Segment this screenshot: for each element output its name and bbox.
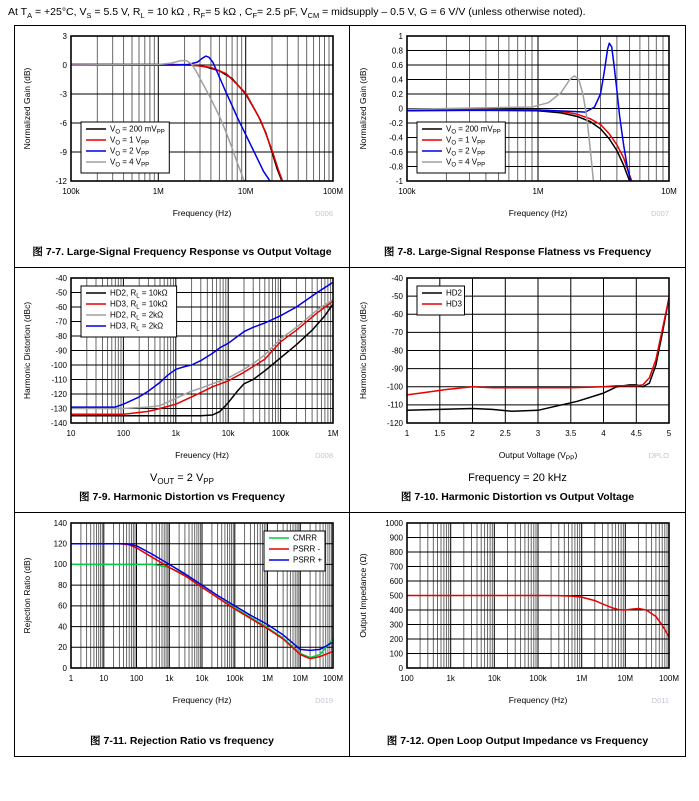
svg-text:1M: 1M xyxy=(575,674,587,684)
svg-text:-0.6: -0.6 xyxy=(388,148,403,158)
svg-text:100M: 100M xyxy=(658,674,679,684)
svg-text:400: 400 xyxy=(389,606,403,616)
svg-text:D008: D008 xyxy=(315,451,333,461)
svg-text:100k: 100k xyxy=(226,674,244,684)
svg-text:10: 10 xyxy=(99,674,109,684)
svg-text:100: 100 xyxy=(116,429,131,439)
svg-text:0: 0 xyxy=(62,61,67,71)
svg-text:-100: -100 xyxy=(50,361,67,371)
figure-cell-7-8 xyxy=(350,26,685,268)
svg-text:-110: -110 xyxy=(51,375,67,385)
svg-text:HD3, RL = 2kΩ: HD3, $R_L = 2k\Omega$ xyxy=(110,321,164,333)
svg-text:0: 0 xyxy=(398,104,403,114)
svg-text:80: 80 xyxy=(58,581,67,591)
svg-text:VO = 200 mVPP: $V_O = 200$ $mV_{PP}$ xyxy=(445,124,501,136)
svg-text:Output Impedance (Ω): Output Impedance (Ω) xyxy=(357,553,368,638)
figure-cell-7-11 xyxy=(15,513,350,756)
svg-text:900: 900 xyxy=(389,533,403,543)
figure-caption-7-10 xyxy=(401,489,634,512)
svg-text:1M: 1M xyxy=(531,187,544,197)
svg-text:-60: -60 xyxy=(55,303,67,313)
svg-text:0: 0 xyxy=(62,664,67,674)
svg-text:100M: 100M xyxy=(322,674,344,684)
svg-text:1k: 1k xyxy=(445,674,455,684)
svg-text:-0.8: -0.8 xyxy=(388,162,403,172)
svg-text:-0.4: -0.4 xyxy=(388,133,403,143)
chart-harmonic-distortion-vs-frequency xyxy=(17,271,347,471)
svg-text:-90: -90 xyxy=(390,364,403,374)
svg-text:-120: -120 xyxy=(50,390,67,400)
svg-text:VO = 2 VPP: $V_O = 2$ $V_{PP}$ xyxy=(445,146,485,158)
svg-text:100k: 100k xyxy=(62,187,80,197)
chart-condition-label-7-9: $V_{OUT} = 2$ $V_{PP}$ xyxy=(150,472,214,487)
figure-title-7-10: 7-10. Harmonic Distortion vs Output Voltage xyxy=(414,491,635,504)
svg-text:PSRR +: PSRR + xyxy=(293,555,323,565)
svg-text:Harmonic Distortion (dBc): Harmonic Distortion (dBc) xyxy=(357,302,368,400)
svg-text:4: 4 xyxy=(600,429,606,439)
svg-text:Freuency (Hz): Freuency (Hz) xyxy=(175,450,229,461)
figure-prefix-glyph: 图 xyxy=(383,246,395,259)
svg-text:10: 10 xyxy=(66,429,76,439)
svg-text:10M: 10M xyxy=(237,187,254,197)
svg-text:1M: 1M xyxy=(327,429,339,439)
svg-text:10k: 10k xyxy=(221,429,235,439)
svg-text:-40: -40 xyxy=(390,274,403,284)
svg-text:-70: -70 xyxy=(390,328,403,338)
svg-text:1M: 1M xyxy=(152,187,164,197)
svg-text:Normalized Gain (dB): Normalized Gain (dB) xyxy=(22,67,32,150)
svg-text:-6: -6 xyxy=(59,119,67,129)
figure-caption-7-8 xyxy=(384,244,651,267)
test-conditions-text: At $T_A = +25^\circ C$, $V_S = 5.5$ V, $R_L = 10$ kΩ , $R_F= 5$ kΩ , $C_F= 2.5$ pF, $V_{CM}$ = midsupply – 0.5 V, G = 6 V/V (unless otherwise noted). xyxy=(8,6,586,21)
chart-open-loop-output-impedance xyxy=(353,516,683,716)
svg-text:0.4: 0.4 xyxy=(391,75,403,85)
figure-caption-7-11 xyxy=(90,733,274,756)
svg-text:100: 100 xyxy=(399,674,414,684)
svg-text:10k: 10k xyxy=(195,674,209,684)
chart-large-signal-response-flatness xyxy=(353,29,683,229)
svg-text:5: 5 xyxy=(666,429,671,439)
svg-text:1: 1 xyxy=(404,429,409,439)
figure-title-7-8: 7-8. Large-Signal Response Flatness vs Frequency xyxy=(397,246,652,259)
svg-text:500: 500 xyxy=(389,591,403,601)
svg-text:PSRR -: PSRR - xyxy=(293,544,321,554)
svg-text:Output Voltage (VPP): Output Voltage $(V_{PP})$ xyxy=(498,450,577,463)
svg-text:100: 100 xyxy=(129,674,144,684)
figure-caption-7-12 xyxy=(387,733,648,756)
figure-title-7-7: 7-7. Large-Signal Frequency Response vs Output Voltage xyxy=(45,246,332,259)
figure-prefix-glyph: 图 xyxy=(32,246,43,259)
svg-text:-110: -110 xyxy=(387,400,403,410)
svg-text:-12: -12 xyxy=(55,177,67,187)
svg-text:100k: 100k xyxy=(271,429,290,439)
svg-text:1k: 1k xyxy=(165,674,174,684)
svg-text:-100: -100 xyxy=(386,382,403,392)
svg-text:D011: D011 xyxy=(651,696,669,706)
svg-text:HD2: HD2 xyxy=(445,288,462,298)
svg-text:Harmonic Distortion (dBc): Harmonic Distortion (dBc) xyxy=(22,302,32,400)
svg-text:100: 100 xyxy=(389,649,403,659)
figure-prefix-glyph: 图 xyxy=(78,491,90,504)
svg-text:3: 3 xyxy=(535,429,540,439)
figure-prefix-glyph: 图 xyxy=(90,735,101,748)
figure-title-7-12: 7-12. Open Loop Output Impedance vs Frequency xyxy=(400,735,649,748)
svg-text:120: 120 xyxy=(53,539,67,549)
svg-text:-90: -90 xyxy=(55,346,67,356)
svg-text:-130: -130 xyxy=(50,404,67,414)
svg-text:-60: -60 xyxy=(390,310,403,320)
svg-text:3: 3 xyxy=(62,32,67,42)
svg-text:-9: -9 xyxy=(59,148,67,158)
svg-text:HD2, RL = 2kΩ: HD2, $R_L = 2k\Omega$ xyxy=(110,310,164,322)
svg-text:Normalized Gain (dB): Normalized Gain (dB) xyxy=(357,67,368,150)
figure-cell-7-9 xyxy=(15,268,350,513)
svg-text:D006: D006 xyxy=(315,209,333,219)
svg-text:4.5: 4.5 xyxy=(630,429,642,439)
svg-text:Frequency (Hz): Frequency (Hz) xyxy=(172,695,232,706)
svg-text:Rejection Ratio (dB): Rejection Ratio (dB) xyxy=(22,557,32,634)
svg-text:1.5: 1.5 xyxy=(433,429,445,439)
svg-text:D007: D007 xyxy=(650,209,669,219)
svg-text:-120: -120 xyxy=(386,419,403,429)
svg-text:100k: 100k xyxy=(528,674,547,684)
svg-text:100k: 100k xyxy=(397,187,416,197)
svg-text:1: 1 xyxy=(398,32,403,42)
svg-text:-3: -3 xyxy=(59,90,67,100)
svg-text:-80: -80 xyxy=(55,332,67,342)
svg-text:10M: 10M xyxy=(617,674,633,684)
svg-text:2.5: 2.5 xyxy=(499,429,511,439)
svg-text:VO = 2 VPP: $V_O = 2$ $V_{PP}$ xyxy=(110,146,150,158)
svg-text:Frequency (Hz): Frequency (Hz) xyxy=(508,695,567,706)
figure-grid xyxy=(14,25,686,757)
svg-text:-40: -40 xyxy=(55,274,67,284)
svg-text:10M: 10M xyxy=(292,674,309,684)
svg-text:100M: 100M xyxy=(322,187,344,197)
svg-text:-80: -80 xyxy=(390,346,403,356)
figure-prefix-glyph: 图 xyxy=(386,735,398,748)
svg-text:2: 2 xyxy=(469,429,475,439)
figure-title-7-9: 7-9. Harmonic Distortion vs Frequency xyxy=(92,491,286,504)
svg-text:20: 20 xyxy=(58,643,67,653)
svg-text:1M: 1M xyxy=(261,674,274,684)
svg-text:Frequency (Hz): Frequency (Hz) xyxy=(508,208,567,219)
svg-text:10M: 10M xyxy=(660,187,677,197)
svg-text:VO = 1 VPP: $V_O = 1$ $V_{PP}$ xyxy=(110,135,150,147)
svg-text:VO = 4 VPP: $V_O = 4$ $V_{PP}$ xyxy=(445,157,485,169)
svg-text:-140: -140 xyxy=(50,419,67,429)
svg-text:-1: -1 xyxy=(395,177,403,187)
svg-text:1000: 1000 xyxy=(384,519,403,529)
svg-text:VO = 1 VPP: $V_O = 1$ $V_{PP}$ xyxy=(445,135,485,147)
svg-text:700: 700 xyxy=(389,562,403,572)
svg-text:-50: -50 xyxy=(390,292,403,302)
svg-text:HD3: HD3 xyxy=(445,299,462,309)
svg-text:60: 60 xyxy=(58,601,67,611)
svg-text:0.8: 0.8 xyxy=(391,46,403,56)
chart-rejection-ratio xyxy=(17,516,347,716)
svg-text:VO = 200 mVPP: $V_O = 200$ $mV_{PP}$ xyxy=(110,124,165,136)
svg-text:0.2: 0.2 xyxy=(391,90,403,100)
svg-text:-0.2: -0.2 xyxy=(388,119,403,129)
svg-text:40: 40 xyxy=(58,622,67,632)
chart-condition-label-7-10: Frequency = 20 kHz xyxy=(468,472,567,485)
figure-cell-7-10 xyxy=(350,268,685,513)
svg-text:-50: -50 xyxy=(55,288,67,298)
svg-text:D019: D019 xyxy=(315,696,333,706)
svg-text:HD2, RL = 10kΩ: HD2, $R_L = 10k\Omega$ xyxy=(110,288,168,300)
figure-cell-7-12 xyxy=(350,513,685,756)
figure-caption-7-7 xyxy=(32,244,331,267)
svg-text:CMRR: CMRR xyxy=(293,533,317,543)
svg-text:Frequency (Hz): Frequency (Hz) xyxy=(172,208,232,219)
figure-title-7-11: 7-11. Rejection Ratio vs frequency xyxy=(103,735,274,748)
chart-harmonic-distortion-vs-output-voltage xyxy=(353,271,683,471)
svg-text:1k: 1k xyxy=(171,429,181,439)
svg-text:10k: 10k xyxy=(487,674,501,684)
svg-text:140: 140 xyxy=(53,519,67,529)
figure-cell-7-7 xyxy=(15,26,350,268)
svg-text:-70: -70 xyxy=(55,317,67,327)
svg-text:800: 800 xyxy=(389,548,403,558)
svg-text:100: 100 xyxy=(53,560,67,570)
svg-text:0.6: 0.6 xyxy=(391,61,403,71)
figure-prefix-glyph: 图 xyxy=(400,491,412,504)
svg-text:200: 200 xyxy=(389,635,403,645)
svg-text:0: 0 xyxy=(398,664,403,674)
svg-text:3.5: 3.5 xyxy=(564,429,576,439)
figure-caption-7-9 xyxy=(79,489,285,512)
svg-text:DPLO: DPLO xyxy=(648,451,669,461)
svg-text:600: 600 xyxy=(389,577,403,587)
svg-text:HD3, RL = 10kΩ: HD3, $R_L = 10k\Omega$ xyxy=(110,299,168,311)
svg-text:300: 300 xyxy=(389,620,403,630)
svg-text:1: 1 xyxy=(68,674,74,684)
svg-text:VO = 4 VPP: $V_O = 4$ $V_{PP}$ xyxy=(110,157,150,169)
chart-large-signal-frequency-response xyxy=(17,29,347,229)
